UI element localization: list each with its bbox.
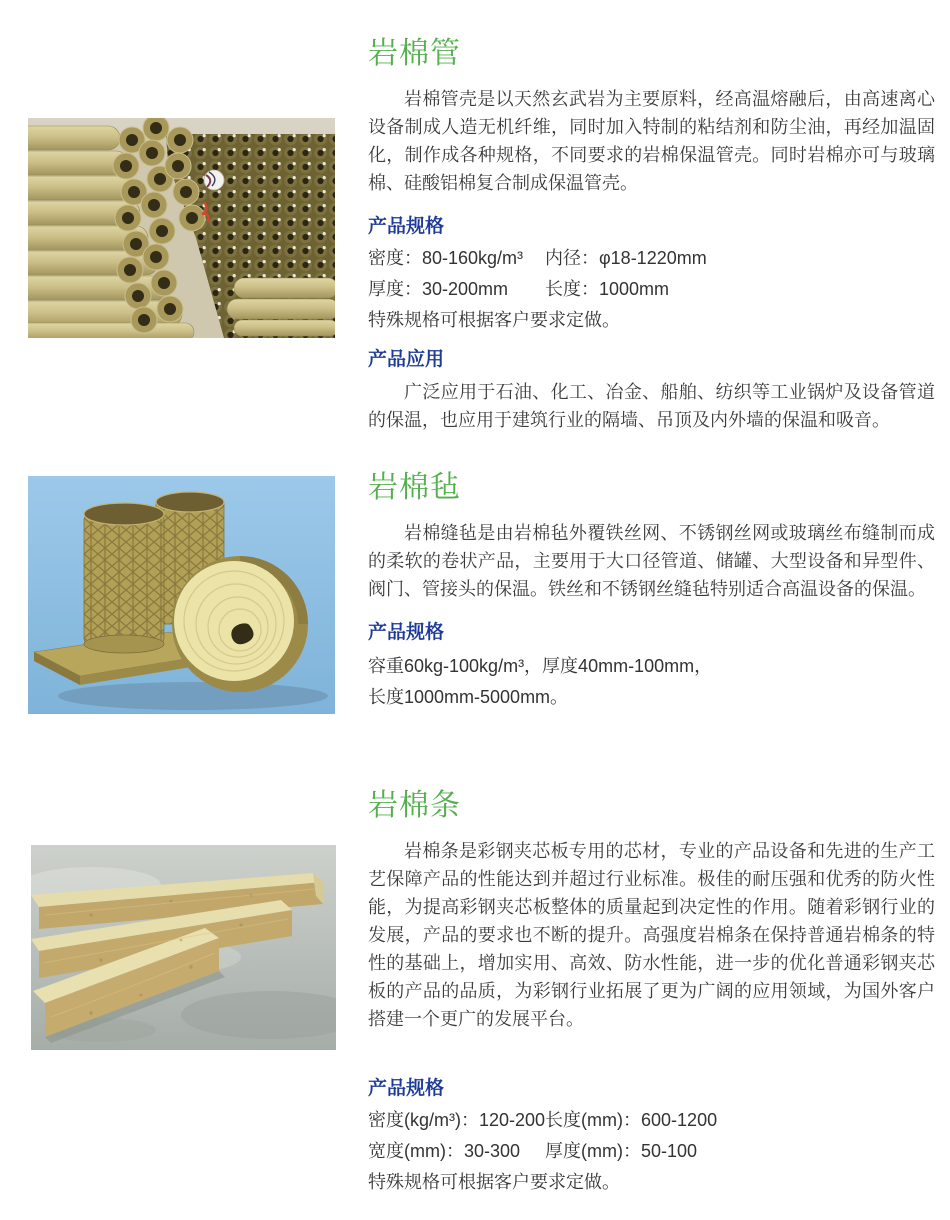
section-description: 岩棉缝毡是由岩棉毡外覆铁丝网、不锈钢丝网或玻璃丝布缝制而成的柔软的卷状产品，主要用于大口径管道、储罐、大型设备和异型件、阀门、管接头的保温。铁丝和不锈钢丝缝毡特别适合高温设备的保温。 (368, 523, 935, 599)
rockwool-strips-photo (31, 845, 336, 1050)
spec-row (368, 274, 935, 305)
specs-block (368, 651, 935, 713)
spec-line: 容重60kg-100kg/m³，厚度40mm-100mm， (368, 656, 713, 676)
spec-line: 长度1000mm-5000mm。 (368, 687, 569, 707)
specs-heading: 产品规格 (368, 622, 445, 643)
spec-cell-length: 长度(mm)：600-1200 (545, 1110, 718, 1130)
section-title: 岩棉毡 (368, 471, 461, 504)
spec-note: 特殊规格可根据客户要求定做。 (368, 310, 620, 330)
spec-cell-length: 长度：1000mm (545, 279, 670, 299)
specs-block (368, 243, 935, 336)
spec-cell-thickness: 厚度：30-200mm (368, 279, 509, 299)
section-rockwool-strip (368, 788, 935, 1198)
spec-cell-density: 密度(kg/m³)：120-200 (368, 1110, 546, 1130)
spec-row (368, 243, 935, 274)
spec-row (368, 1105, 935, 1136)
section-rockwool-felt (368, 470, 935, 713)
rockwool-blanket-illustration (28, 476, 335, 714)
section-description: 岩棉条是彩钢夹芯板专用的芯材，专业的产品设备和先进的生产工艺保障产品的性能达到并超过行业标准。极佳的耐压强和优秀的防火性能，为提高彩钢夹芯板整体的质量起到决定性的作用。随着彩钢行业的发展，产品的要求也不断的提升。高强度岩棉条在保持普通岩棉条的特性的基础上，增加实用、高效、防水性能，进一步的优化普通彩钢夹芯板的产品的品质，为彩钢行业拓展了更为广阔的应用领域，为国外客户搭建一个更广的发展平台。 (368, 841, 935, 1029)
rockwool-strips-illustration (31, 845, 336, 1050)
rockwool-pipes-illustration (28, 118, 335, 338)
specs-heading: 产品规格 (368, 1078, 445, 1099)
section-rockwool-pipe (368, 36, 935, 434)
white-ball (204, 170, 224, 190)
application-text: 广泛应用于石油、化工、冶金、船舶、纺织等工业锅炉及设备管道的保温，也应用于建筑行业的隔墙、吊顶及内外墙的保温和吸音。 (368, 382, 935, 430)
rockwool-pipes-photo (28, 118, 335, 338)
spec-cell-thickness: 厚度(mm)：50-100 (545, 1141, 698, 1161)
rockwool-blanket-photo (28, 476, 335, 714)
spec-cell-density: 密度：80-160kg/m³ (368, 248, 524, 268)
specs-block (368, 1105, 935, 1198)
spec-note: 特殊规格可根据客户要求定做。 (368, 1172, 620, 1192)
spec-cell-width: 宽度(mm)：30-300 (368, 1141, 521, 1161)
spec-row (368, 1136, 935, 1167)
specs-heading: 产品规格 (368, 216, 445, 237)
section-title: 岩棉管 (368, 37, 461, 70)
section-title: 岩棉条 (368, 789, 461, 822)
section-description: 岩棉管壳是以天然玄武岩为主要原料，经高温熔融后，由高速离心设备制成人造无机纤维，同时加入特制的粘结剂和防尘油，再经加温固化，制作成各种规格，不同要求的岩棉保温管壳。同时岩棉亦可与玻璃棉、硅酸铝棉复合制成保温管壳。 (368, 89, 935, 193)
application-heading: 产品应用 (368, 349, 445, 370)
spec-cell-inner-diameter: 内径：φ18-1220mm (545, 248, 707, 268)
